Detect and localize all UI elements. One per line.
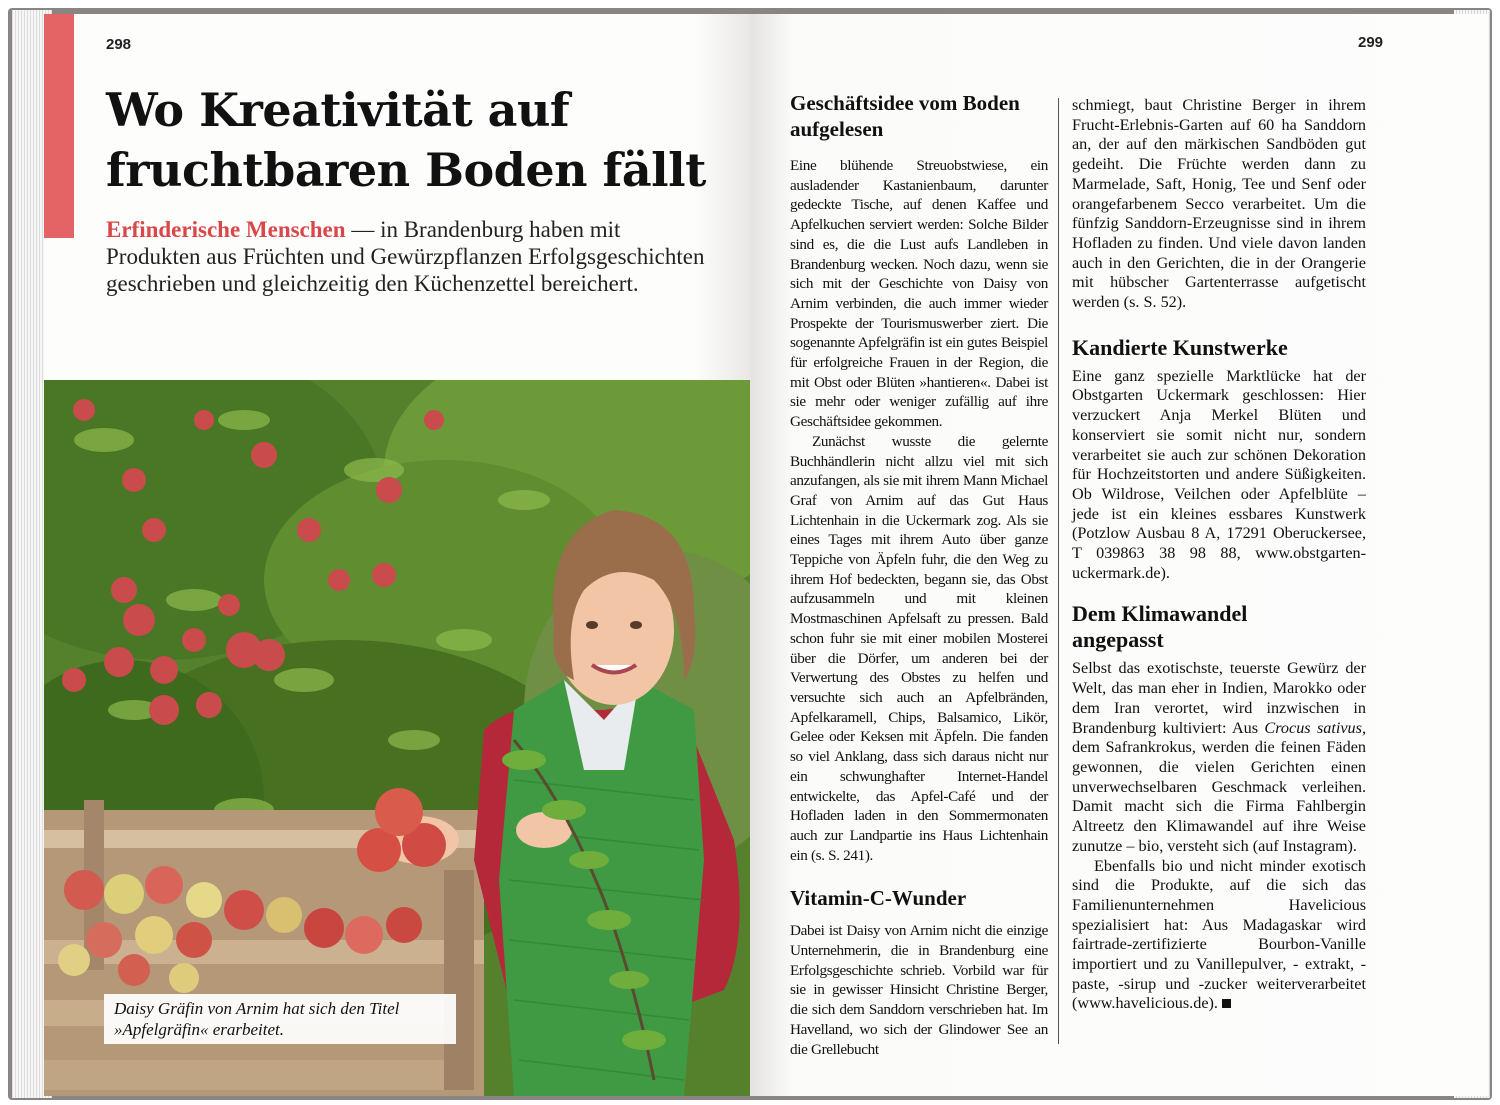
- paragraph: Eine ganz spezielle Marktlücke hat der Obstgarten Uckermark geschlossen: Hier verzuckert Anja Merkel Blüten und konserviert sie somit nicht nur, sondern verarbeitet sie auch zur schönen Dekoration für Hochzeitstorten und andere Süßigkeiten. Ob Wildrose, Veilchen oder Apfelblüte – jede ist ein kleines essbares Kunstwerk (Potzlow Ausbau 8 A, 17291 Oberuckersee, T 039863 38 98 88, www.obstgarten-uckermark.de).: [1072, 366, 1366, 582]
- orchard-photo: [44, 380, 750, 1096]
- paragraph: Dabei ist Daisy von Arnim nicht die einzige Unternehmerin, die in Brandenburg eine Erfolgsgeschichte schrieb. Vorbild war für sie in gewisser Hinsicht Christine Berger, die sich dem Sanddorn verschrieben hat. Im Havelland, wo sich der Glindower See an die Grellebucht: [790, 922, 1048, 1058]
- text-run: Selbst das exotischste, teuerste Gewürz der Welt, das man eher in Indien, Marokko oder dem Iran verortet, wird inzwischen in Brandenburg kultiviert: Aus: [1072, 659, 1366, 737]
- italic-term: Crocus sativus,: [1264, 718, 1366, 737]
- end-mark-icon: [1222, 999, 1231, 1008]
- text-run: Ebenfalls bio und nicht minder exotisch sind die Produkte, auf die sich das Familienunternehmen Havelicious spezialisiert hat: Aus Madagaskar wird fairtrade-zertifizierte Bourbon-Vanille importiert und zu Vanillepulver, - extrakt, -paste, -sirup und -zucker weiterverarbeitet (www.havelicious.de).: [1072, 856, 1366, 1013]
- page-number-left: 298: [106, 36, 132, 53]
- intro-accent: Erfinderische Menschen: [106, 217, 346, 242]
- accent-bar: [44, 14, 74, 238]
- column-divider: [1058, 98, 1059, 1044]
- paragraph: [1072, 857, 1366, 1015]
- page-title: [106, 80, 706, 200]
- section-heading-kandierte: Kandierte Kunstwerke: [1072, 334, 1288, 360]
- photo-caption: Daisy Gräfin von Arnim hat sich den Titel »Apfelgräfin« erarbeitet.: [114, 999, 400, 1039]
- text-run: dem Safrankrokus, werden die feinen Fäden gewonnen, die vielen Gerichten einen unverwechselbaren Geschmack verleihen. Damit macht sich die Firma Fahlbergin Altreetz den Klimawandel auf ihre Weise zunutze – bio, versteht sich (auf Instagram).: [1072, 738, 1366, 855]
- orchard-illustration: [44, 380, 750, 1096]
- page-number-right: 299: [1358, 34, 1384, 51]
- paragraph: schmiegt, baut Christine Berger in ihrem Frucht-Erlebnis-Garten auf 60 ha Sanddorn an, der auf den märkischen Sandböden gut gedeiht. Die Früchte werden dann zu Marmelade, Saft, Honig, Tee und Senf oder orangefarbenem Secco verarbeitet. Um die fünfzig Sanddorn-Erzeugnisse sind in ihrem Hofladen zu finden. Und viele davon landen auch in den Gerichten, die in der Orangerie mit hübscher Gartenterrasse aufgetischt werden (s. S. 52).: [1072, 96, 1366, 312]
- photo-caption-box: [104, 994, 456, 1044]
- paragraph: [1072, 659, 1366, 856]
- section-heading-klimawandel: [1072, 601, 1366, 653]
- intro-paragraph: [106, 216, 710, 297]
- column-left: [790, 90, 1048, 1059]
- title-line-1: Wo Kreativität auf: [106, 83, 570, 137]
- section-heading-geschaeftsidee: Geschäftsidee vom Boden aufgelesen: [790, 91, 1020, 141]
- column-right: [1072, 96, 1366, 1014]
- heading-line: angepasst: [1072, 627, 1164, 653]
- title-line-2: fruchtbaren Boden fällt: [106, 143, 706, 197]
- section-heading-vitamin: Vitamin-C-Wunder: [790, 886, 967, 911]
- paragraph: Eine blühende Streuobstwiese, ein ausladender Kastanienbaum, darunter gedeckte Tische, auf denen Kaffee und Apfelkuchen serviert werden: Solche Bilder sind es, die die Lust aufs Landleben in Brandenburg wecken. Noch dazu, wenn sie sich mit der Geschichte von Daisy von Arnim verbinden, die auch immer wieder Prospekte der Tourismuswerber ziert. Die sogenannte Apfelgräfin ist ein gutes Beispiel für erfolgreiche Frauen in der Region, die mit Obst oder Blüten »hantieren«. Dabei ist sie mehr oder weniger zufällig auf ihre Geschäftsidee gekommen.: [790, 157, 1048, 431]
- intro-text: — in Brandenburg haben mit Produkten aus Früchten und Gewürzpflanzen Erfolgsgeschichten geschrieben und gleichzeitig den Küchenzettel bereichert.: [106, 217, 705, 296]
- paragraph: Zunächst wusste die gelernte Buchhändlerin nicht allzu viel mit sich anzufangen, als sie mit ihrem Mann Michael Graf von Arnim auf das Gut Haus Lichtenhain in die Uckermark zog. Als sie eines Tages mit ihrem Auto über ganze Teppiche von Äpfeln fuhr, die den Weg zu ihrem Hof bedeckten, begann sie, das Obst aufzusammeln und mit kleinen Mostmaschinen Apfelsaft zu pressen. Bald schon fuhr sie mit einer mobilen Mosterei über die Dörfer, um anderen bei der Verwertung des Obstes zu helfen und versuchte sich auch an Apfelbränden, Apfelkaramell, Chips, Balsamico, Likör, Gelee oder Keksen mit Äpfeln. Die fanden so viel Anklang, dass sich daraus nicht nur ein schwunghafter Internet-Handel entwickelte, das Apfel-Café und der Hofladen laden in den Sommermonaten auch zur Landpartie ins Haus Lichtenhain ein (s. S. 241).: [790, 432, 1048, 864]
- heading-line: Dem Klimawandel: [1072, 601, 1248, 627]
